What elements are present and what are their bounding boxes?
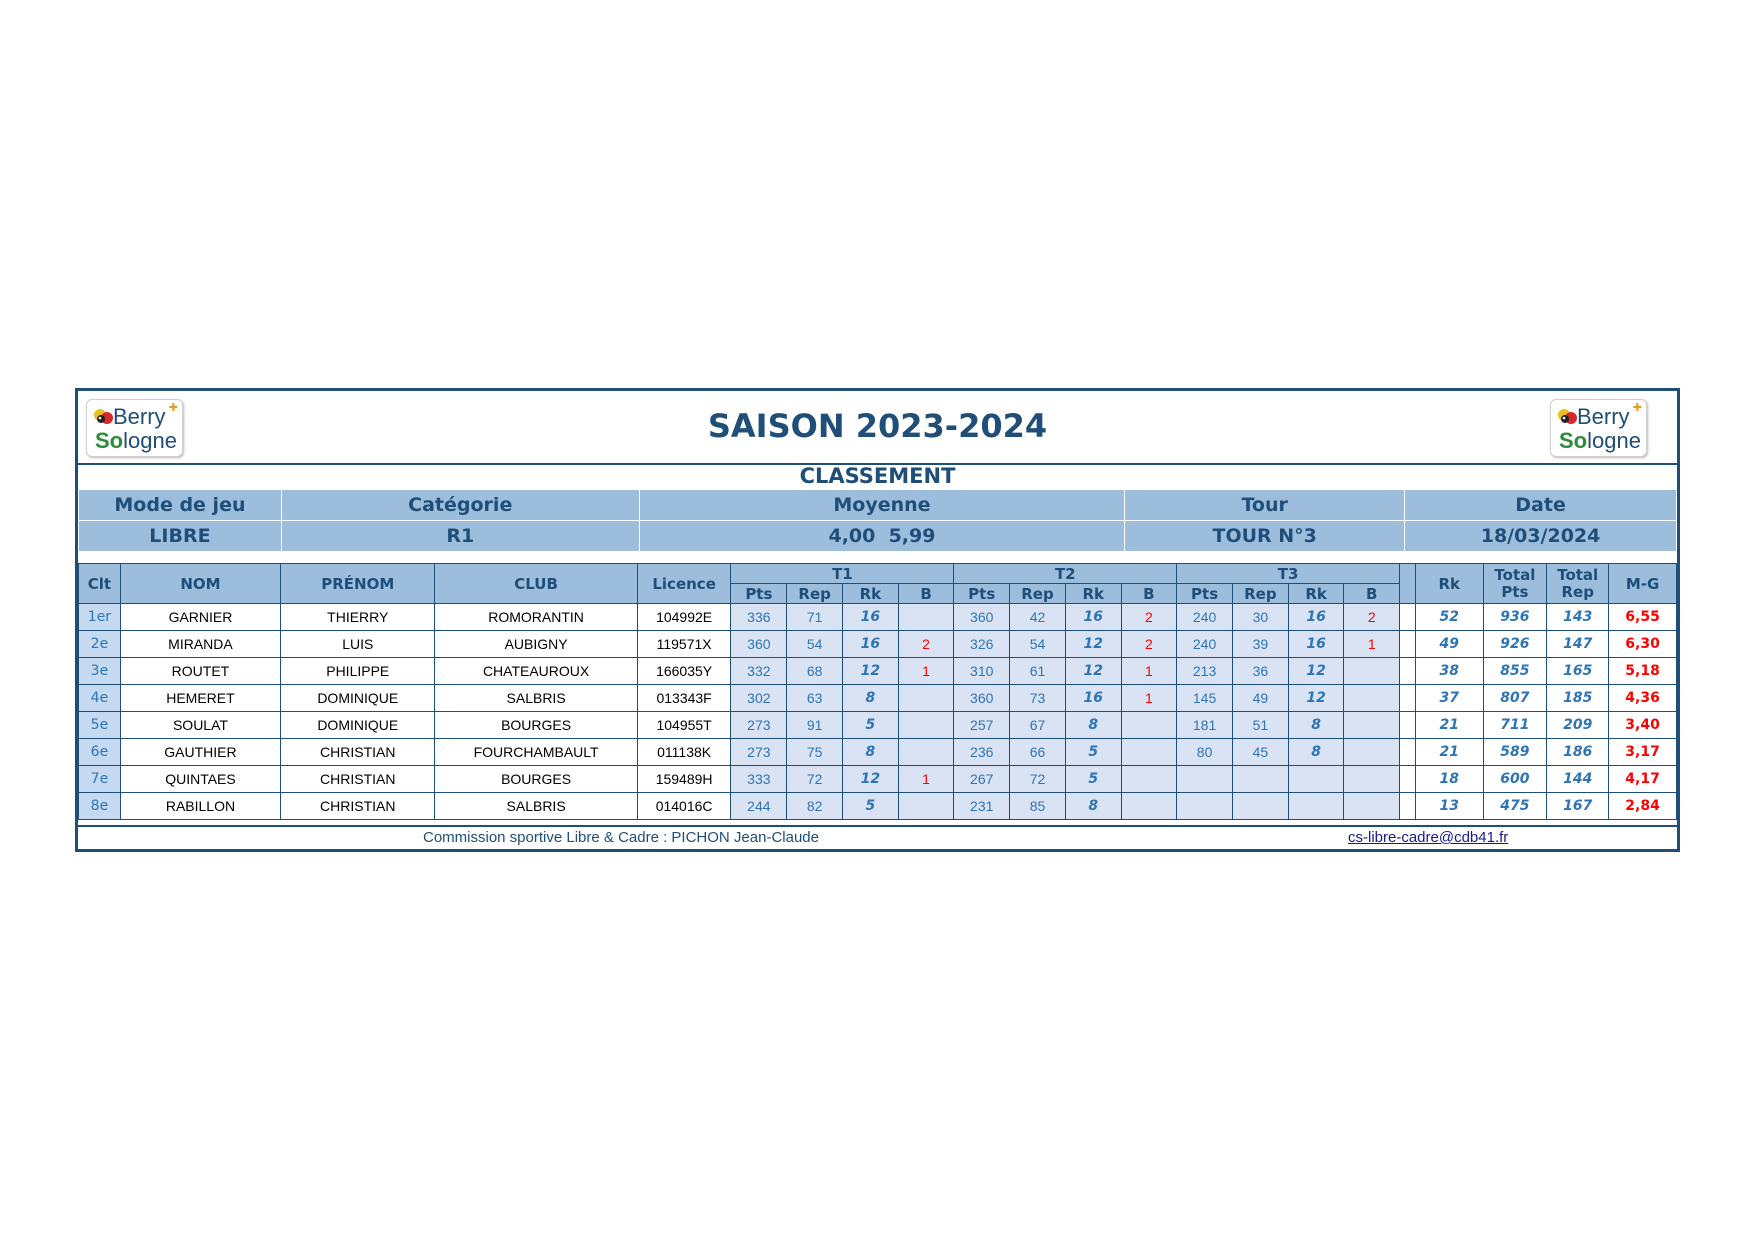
bonus-cell [1121,793,1177,820]
rank-cell: 3e [79,658,121,685]
name-cell: GARNIER [120,604,280,631]
total-innings-cell: 165 [1547,658,1609,685]
club-cell: AUBIGNY [435,631,637,658]
round-value: TOUR N°3 [1125,521,1405,552]
points-cell: 310 [954,658,1010,685]
licence-cell: 104955T [637,712,731,739]
licence-cell: 014016C [637,793,731,820]
club-cell: FOURCHAMBAULT [435,739,637,766]
col-nom: NOM [120,564,280,604]
bonus-cell [1344,739,1400,766]
total-rank-cell: 49 [1415,631,1483,658]
col-licence: Licence [637,564,731,604]
points-cell: 267 [954,766,1010,793]
firstname-cell: DOMINIQUE [281,685,435,712]
spacer-cell [1400,604,1416,631]
bonus-cell [898,604,954,631]
total-innings-cell: 209 [1547,712,1609,739]
round-rank-cell: 8 [1288,712,1344,739]
bonus-cell: 2 [1121,604,1177,631]
mode-header: Mode de jeu [79,490,282,521]
total-innings-cell: 143 [1547,604,1609,631]
round-rank-cell: 12 [1288,685,1344,712]
innings-cell: 85 [1010,793,1066,820]
innings-cell: 71 [787,604,843,631]
bonus-cell [1121,766,1177,793]
club-cell: SALBRIS [435,793,637,820]
round-rank-cell: 5 [843,793,899,820]
points-cell: 273 [731,739,787,766]
name-cell: RABILLON [120,793,280,820]
t2-sub-pts: Pts [954,584,1010,604]
rank-cell: 1er [79,604,121,631]
t3-sub-rep: Rep [1232,584,1288,604]
t1-sub-rep: Rep [787,584,843,604]
t2-sub-b: B [1121,584,1177,604]
licence-cell: 011138K [637,739,731,766]
total-points-cell: 926 [1483,631,1547,658]
innings-cell: 49 [1232,685,1288,712]
col-rk-total: Rk [1415,564,1483,604]
points-cell: 326 [954,631,1010,658]
points-cell: 244 [731,793,787,820]
licence-cell: 119571X [637,631,731,658]
spacer-cell [1400,793,1416,820]
category-header: Catégorie [281,490,639,521]
innings-cell: 36 [1232,658,1288,685]
t2-sub-rep: Rep [1010,584,1066,604]
sheet-header [78,391,1677,465]
col-t1: T1 [731,564,954,584]
rank-cell: 2e [79,631,121,658]
points-cell: 336 [731,604,787,631]
points-cell: 231 [954,793,1010,820]
spacer-cell [1400,766,1416,793]
total-rank-cell: 18 [1415,766,1483,793]
total-points-cell: 855 [1483,658,1547,685]
innings-cell: 82 [787,793,843,820]
round-rank-cell: 12 [1288,658,1344,685]
points-cell: 240 [1177,604,1233,631]
name-cell: MIRANDA [120,631,280,658]
points-cell: 273 [731,712,787,739]
rank-cell: 6e [79,739,121,766]
bonus-cell [898,739,954,766]
commission-credit: Commission sportive Libre & Cadre : PICHON Jean-Claude [423,829,819,846]
round-rank-cell: 16 [1288,604,1344,631]
table-row [79,712,1677,739]
points-cell: 360 [954,685,1010,712]
rank-cell: 4e [79,685,121,712]
points-cell: 236 [954,739,1010,766]
round-rank-cell: 12 [843,766,899,793]
club-cell: ROMORANTIN [435,604,637,631]
licence-cell: 166035Y [637,658,731,685]
firstname-cell: LUIS [281,631,435,658]
round-rank-cell: 16 [1065,685,1121,712]
date-header: Date [1405,490,1677,521]
firstname-cell: CHRISTIAN [281,793,435,820]
firstname-cell: THIERRY [281,604,435,631]
club-cell: BOURGES [435,766,637,793]
club-cell: CHATEAUROUX [435,658,637,685]
bonus-cell [898,712,954,739]
table-row [79,793,1677,820]
date-value: 18/03/2024 [1405,521,1677,552]
bonus-cell [1344,793,1400,820]
spacer-cell [1400,658,1416,685]
innings-cell: 39 [1232,631,1288,658]
points-cell: 213 [1177,658,1233,685]
round-rank-cell: 5 [1065,766,1121,793]
innings-cell: 72 [787,766,843,793]
licence-cell: 104992E [637,604,731,631]
col-t2: T2 [954,564,1177,584]
innings-cell: 73 [1010,685,1066,712]
firstname-cell: CHRISTIAN [281,766,435,793]
table-row [79,739,1677,766]
t1-sub-pts: Pts [731,584,787,604]
total-rank-cell: 13 [1415,793,1483,820]
average-value: 4,00 5,99 [639,521,1125,552]
rank-cell: 8e [79,793,121,820]
innings-cell: 91 [787,712,843,739]
bonus-cell [898,793,954,820]
round-rank-cell: 5 [1065,739,1121,766]
total-points-cell: 589 [1483,739,1547,766]
round-rank-cell: 12 [1065,631,1121,658]
total-rank-cell: 37 [1415,685,1483,712]
t3-sub-pts: Pts [1177,584,1233,604]
innings-cell: 63 [787,685,843,712]
bonus-cell [1121,739,1177,766]
round-header: Tour [1125,490,1405,521]
round-rank-cell [1288,793,1344,820]
bonus-cell: 1 [898,766,954,793]
bonus-cell: 1 [1344,631,1400,658]
innings-cell: 75 [787,739,843,766]
t3-sub-rk: Rk [1288,584,1344,604]
licence-cell: 013343F [637,685,731,712]
round-rank-cell: 16 [1065,604,1121,631]
spacer-cell [1400,685,1416,712]
bonus-cell: 1 [1121,658,1177,685]
bonus-cell [1344,658,1400,685]
total-innings-cell: 167 [1547,793,1609,820]
rank-cell: 5e [79,712,121,739]
points-cell: 181 [1177,712,1233,739]
points-cell [1177,766,1233,793]
innings-cell [1232,793,1288,820]
innings-cell: 68 [787,658,843,685]
total-points-cell: 936 [1483,604,1547,631]
berry-sologne-logo: ✚ Berry Sologne [86,399,183,457]
competition-info [78,489,1677,552]
general-average-cell: 4,36 [1609,685,1677,712]
t2-sub-rk: Rk [1065,584,1121,604]
bonus-cell [898,685,954,712]
innings-cell: 67 [1010,712,1066,739]
name-cell: SOULAT [120,712,280,739]
round-rank-cell: 8 [1288,739,1344,766]
points-cell: 240 [1177,631,1233,658]
innings-cell: 66 [1010,739,1066,766]
table-row [79,604,1677,631]
contact-email-link[interactable]: cs-libre-cadre@cdb41.fr [1348,829,1509,846]
general-average-cell: 5,18 [1609,658,1677,685]
innings-cell: 42 [1010,604,1066,631]
name-cell: QUINTAES [120,766,280,793]
berry-sologne-logo: ✚ Berry Sologne [1550,399,1647,457]
round-rank-cell: 8 [843,739,899,766]
innings-cell: 30 [1232,604,1288,631]
general-average-cell: 6,55 [1609,604,1677,631]
t1-sub-rk: Rk [843,584,899,604]
page-title: SAISON 2023-2024 [707,407,1048,445]
name-cell: ROUTET [120,658,280,685]
col-t3: T3 [1177,564,1400,584]
round-rank-cell: 8 [843,685,899,712]
general-average-cell: 3,40 [1609,712,1677,739]
bonus-cell: 1 [898,658,954,685]
general-average-cell: 4,17 [1609,766,1677,793]
points-cell: 145 [1177,685,1233,712]
t3-sub-b: B [1344,584,1400,604]
innings-cell: 45 [1232,739,1288,766]
innings-cell: 51 [1232,712,1288,739]
col-total-pts: Total Pts [1483,564,1547,604]
col-total-rep: Total Rep [1547,564,1609,604]
round-rank-cell: 12 [843,658,899,685]
round-rank-cell: 16 [843,604,899,631]
bonus-cell: 2 [898,631,954,658]
total-rank-cell: 38 [1415,658,1483,685]
total-points-cell: 475 [1483,793,1547,820]
round-rank-cell: 16 [843,631,899,658]
round-rank-cell: 16 [1288,631,1344,658]
firstname-cell: PHILIPPE [281,658,435,685]
col-club: CLUB [435,564,637,604]
innings-cell: 54 [787,631,843,658]
section-title: CLASSEMENT [78,463,1677,491]
total-points-cell: 600 [1483,766,1547,793]
table-row [79,631,1677,658]
bonus-cell [1344,685,1400,712]
round-rank-cell: 12 [1065,658,1121,685]
bonus-cell [1121,712,1177,739]
t1-sub-b: B [898,584,954,604]
general-average-cell: 2,84 [1609,793,1677,820]
round-rank-cell: 5 [843,712,899,739]
round-rank-cell: 8 [1065,712,1121,739]
points-cell [1177,793,1233,820]
points-cell: 360 [731,631,787,658]
points-cell: 302 [731,685,787,712]
club-cell: SALBRIS [435,685,637,712]
col-mg: M-G [1609,564,1677,604]
licence-cell: 159489H [637,766,731,793]
total-points-cell: 711 [1483,712,1547,739]
points-cell: 332 [731,658,787,685]
firstname-cell: DOMINIQUE [281,712,435,739]
table-row [79,685,1677,712]
total-innings-cell: 186 [1547,739,1609,766]
points-cell: 80 [1177,739,1233,766]
bonus-cell: 2 [1344,604,1400,631]
name-cell: HEMERET [120,685,280,712]
club-cell: BOURGES [435,712,637,739]
round-rank-cell [1288,766,1344,793]
category-value: R1 [281,521,639,552]
total-innings-cell: 147 [1547,631,1609,658]
bonus-cell: 1 [1121,685,1177,712]
total-points-cell: 807 [1483,685,1547,712]
points-cell: 360 [954,604,1010,631]
ranking-table [78,563,1677,820]
total-innings-cell: 144 [1547,766,1609,793]
spacer-cell [1400,631,1416,658]
bonus-cell [1344,766,1400,793]
sheet-footer [78,825,1677,849]
rank-cell: 7e [79,766,121,793]
spacer-cell [1400,712,1416,739]
bonus-cell: 2 [1121,631,1177,658]
innings-cell: 61 [1010,658,1066,685]
col-clt: Clt [79,564,121,604]
table-row [79,766,1677,793]
innings-cell [1232,766,1288,793]
average-header: Moyenne [639,490,1125,521]
table-row [79,658,1677,685]
points-cell: 257 [954,712,1010,739]
firstname-cell: CHRISTIAN [281,739,435,766]
total-innings-cell: 185 [1547,685,1609,712]
round-rank-cell: 8 [1065,793,1121,820]
innings-cell: 54 [1010,631,1066,658]
total-rank-cell: 52 [1415,604,1483,631]
results-sheet [75,388,1680,852]
innings-cell: 72 [1010,766,1066,793]
col-prenom: PRÉNOM [281,564,435,604]
general-average-cell: 6,30 [1609,631,1677,658]
general-average-cell: 3,17 [1609,739,1677,766]
total-rank-cell: 21 [1415,712,1483,739]
name-cell: GAUTHIER [120,739,280,766]
mode-value: LIBRE [79,521,282,552]
points-cell: 333 [731,766,787,793]
total-rank-cell: 21 [1415,739,1483,766]
spacer-cell [1400,739,1416,766]
bonus-cell [1344,712,1400,739]
